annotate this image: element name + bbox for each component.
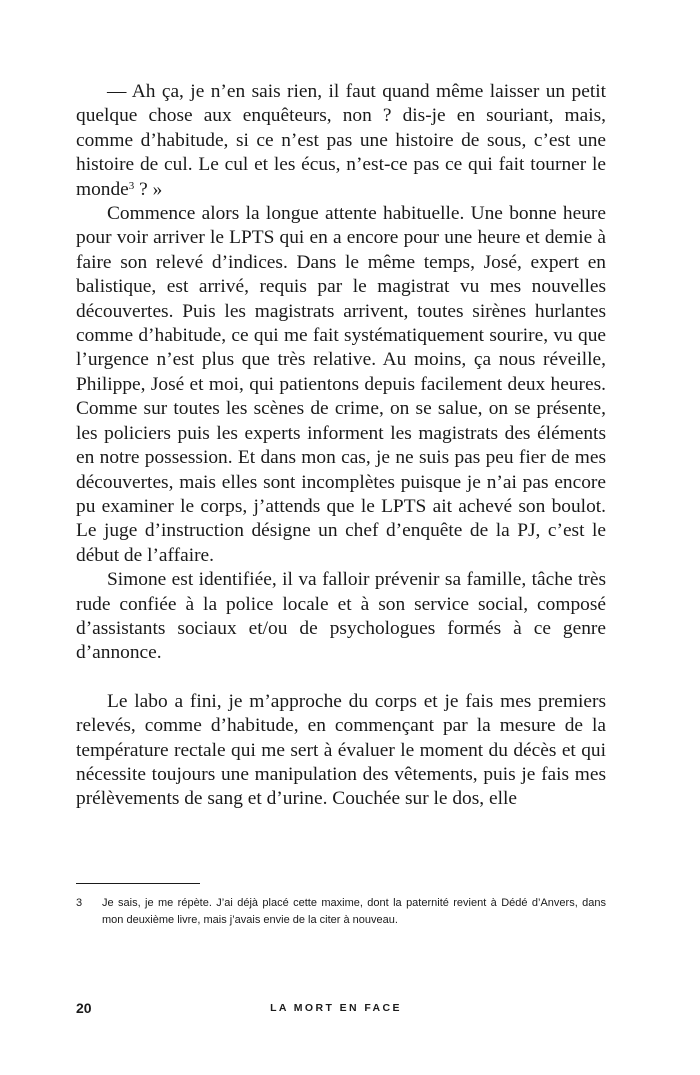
paragraph-dialogue [76, 80, 606, 202]
footnote-number: 3 [76, 897, 83, 909]
section-break [76, 666, 606, 690]
dialogue-text: — Ah ça, je n’en sais rien, il faut quand même laisser un petit quelque chose aux enquêteurs, non ? dis-je en souriant, mais, comme d’habitude, si ce n’est pas une histoire de sous, c’est une histoire de cul. Le cul et les écus, n’est-ce pas ce qui fait tourner le monde [76, 81, 606, 200]
paragraph-attente: Commence alors la longue attente habituelle. Une bonne heure pour voir arriver le LPTS qui en a encore pour une heure et demie à faire son relevé d’indices. Dans le même temps, José, expert en balistique, est arrivé, requis par le magistrat vu mes nouvelles découvertes. Puis les magistrats arrivent, toutes sirènes hurlantes comme d’habitude, ce qui me fait systématiquement sourire, vu que l’urgence n’est plus que très relative. Au moins, ça nous réveille, Philippe, José et moi, qui patientons depuis facilement deux heures. Comme sur toutes les scènes de crime, on se salue, on se présente, les policiers puis les experts informent les magistrats des éléments en notre possession. Et dans mon cas, je ne suis pas peu fier de mes découvertes, mais elles sont incomplètes puisque je n’ai pas encore pu examiner le corps, j’attends que le LPTS ait achevé son boulot. Le juge d’instruction désigne un chef d’enquête de la PJ, c’est le début de l’affaire. [76, 203, 606, 566]
running-head: LA MORT EN FACE [270, 1002, 402, 1014]
footnote-divider [76, 883, 200, 884]
body-text [76, 80, 606, 812]
paragraph-labo: Le labo a fini, je m’approche du corps et je fais mes premiers relevés, comme d’habitude, en commençant par la mesure de la température rectale qui me sert à évaluer le moment du décès et qui nécessite toujours une manipulation des vêtements, puis je fais mes prélèvements de sang et d’urine. Couchée sur le dos, elle [76, 690, 606, 810]
footnote [76, 895, 606, 929]
paragraph-simone: Simone est identifiée, il va falloir prévenir sa famille, tâche très rude confiée à la police locale et à son service social, composé d’assistants sociaux et/ou de psychologues formés à ce genre d’annonce. [76, 569, 606, 664]
footnote-reference: 3 [128, 179, 135, 192]
page-number: 20 [76, 1000, 92, 1016]
footnote-text: Je sais, je me répète. J’ai déjà placé cette maxime, dont la paternité revient à Dédé d’Anvers, dans mon deuxième livre, mais j’avais envie de la citer à nouveau. [102, 897, 606, 926]
dialogue-text-end: ? » [134, 178, 163, 200]
